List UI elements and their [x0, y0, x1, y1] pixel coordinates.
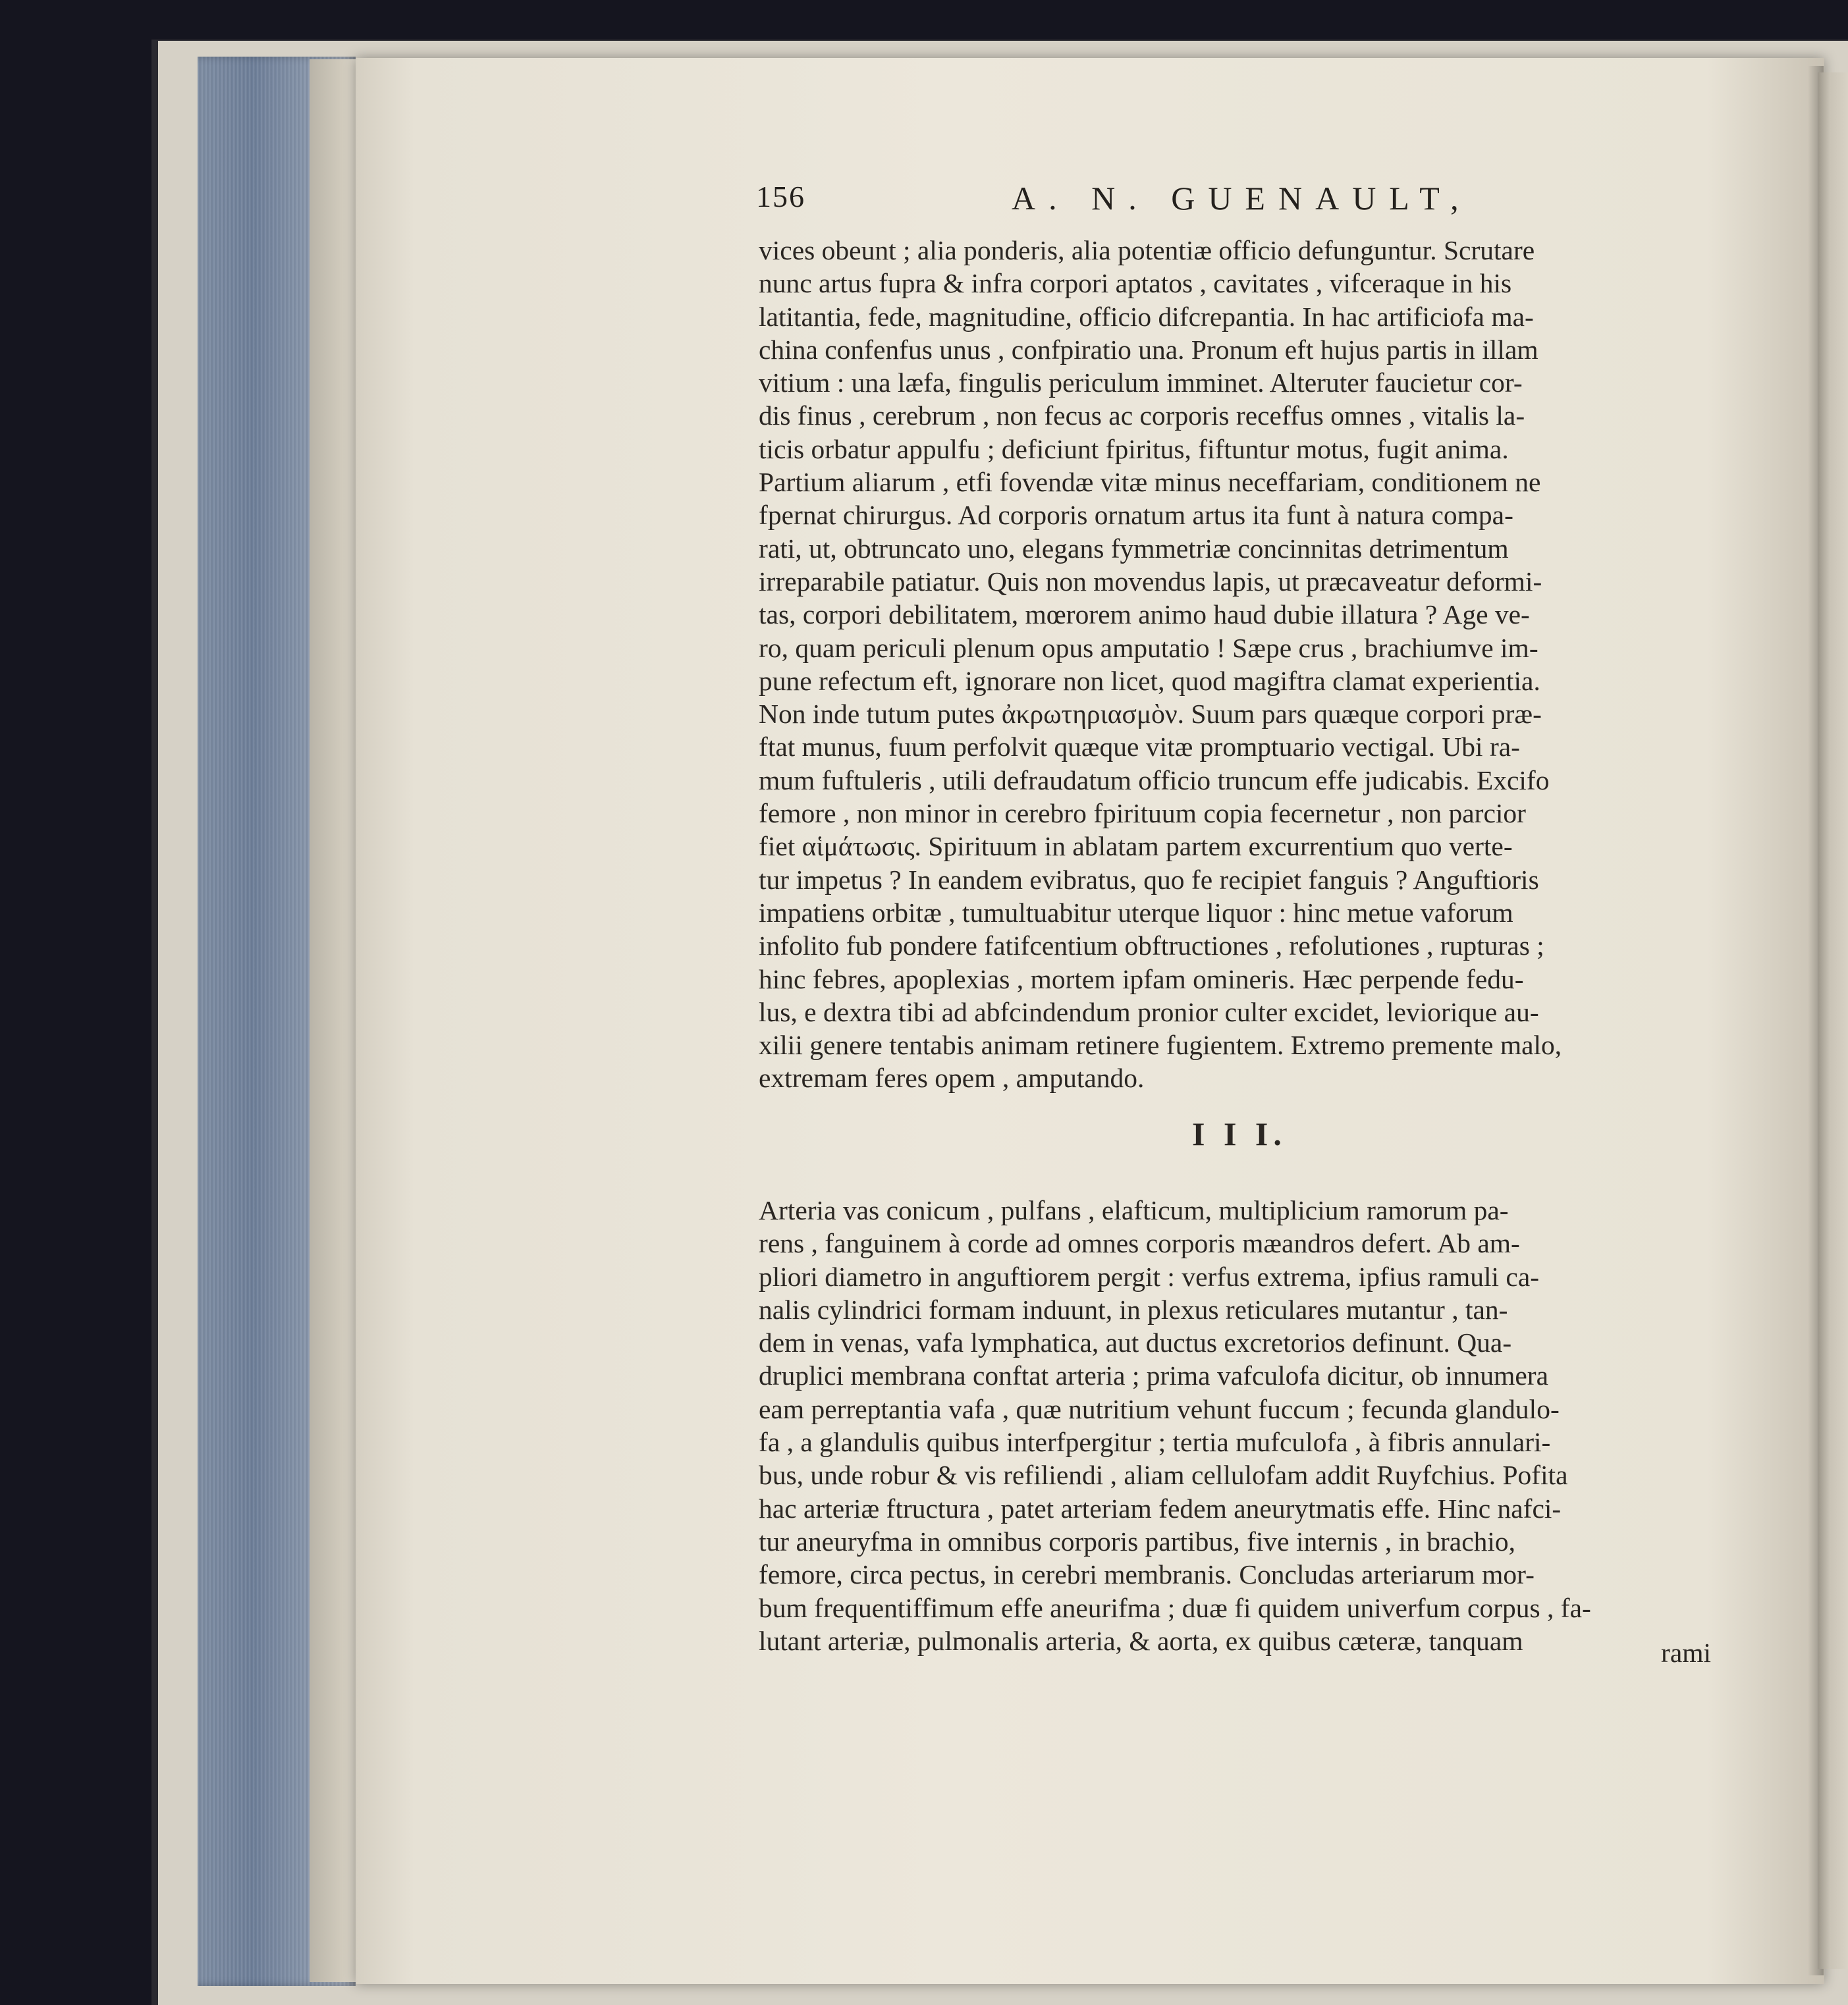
text-line: irreparabile patiatur. Quis non movendus lapis, ut præcaveatur deformi-	[759, 566, 1542, 597]
page-number: 156	[756, 180, 805, 213]
text-line: femore, circa pectus, in cerebri membranis. Concludas arteriarum mor-	[759, 1559, 1535, 1590]
text-line: hac arteriæ ftructura , patet arteriam fedem aneurytmatis effe. Hinc nafci-	[759, 1493, 1562, 1524]
text-line: Non inde tutum putes ἀκρωτηριασμὸν. Suum pars quæque corpori præ-	[759, 699, 1542, 730]
text-line: fa , a glandulis quibus interfpergitur ; tertia mufculofa , à fibris annulari-	[759, 1427, 1551, 1458]
text-line: femore , non minor in cerebro fpirituum copia fecernetur , non parcior	[759, 798, 1526, 829]
text-line: nalis cylindrici formam induunt, in plexus reticulares mutantur , tan-	[759, 1294, 1508, 1325]
text-line: lus, e dextra tibi ad abfcindendum pronior culter excidet, leviorique au-	[759, 996, 1539, 1027]
catchword: rami	[1661, 1638, 1712, 1668]
text-line: rens , fanguinem à corde ad omnes corporis mæandros defert. Ab am-	[759, 1228, 1520, 1259]
text-line: pune refectum eft, ignorare non licet, quod magiftra clamat experientia.	[759, 665, 1540, 696]
text-line: eam perreptantia vafa , quæ nutritium vehunt fuccum ; fecunda glandulo-	[759, 1393, 1560, 1424]
text-line: hinc febres, apoplexias , mortem ipfam omineris. Hæc perpende fedu-	[759, 963, 1524, 994]
text-line: bus, unde robur & vis refiliendi , aliam cellulofam addit Ruyfchius. Pofita	[759, 1460, 1568, 1491]
running-head: A. N. GUENAULT,	[1012, 180, 1472, 217]
text-line: rati, ut, obtruncato uno, elegans fymmetriæ concinnitas detrimentum	[759, 533, 1509, 564]
text-line: vitium : una læfa, fingulis periculum imminet. Alteruter faucietur cor-	[759, 367, 1523, 398]
text-line: dem in venas, vafa lymphatica, aut ductus excretorios definunt. Qua-	[759, 1327, 1512, 1358]
text-line: pliori diametro in anguftiorem pergit : verfus extrema, ipfius ramuli ca-	[759, 1261, 1540, 1292]
text-line: ticis orbatur appulfu ; deficiunt fpiritus, fiftuntur motus, fugit anima.	[759, 433, 1509, 464]
text-line: nunc artus fupra & infra corpori aptatos , cavitates , vifceraque in his	[759, 268, 1512, 299]
text-line: vices obeunt ; alia ponderis, alia potentiæ officio defunguntur. Scrutare	[759, 235, 1535, 265]
text-line: extremam feres opem , amputando.	[759, 1063, 1145, 1094]
text-line: druplici membrana conftat arteria ; prima vafculofa dicitur, ob innumera	[759, 1360, 1549, 1391]
text-line: dis finus , cerebrum , non fecus ac corporis receffus omnes , vitalis la-	[759, 400, 1525, 431]
text-line: xilii genere tentabis animam retinere fugientem. Extremo premente malo,	[759, 1030, 1562, 1061]
text-line: china confenfus unus , confpiratio una. Pronum eft hujus partis in illam	[759, 334, 1538, 365]
text-line: tas, corpori debilitatem, mœrorem animo haud dubie illatura ? Age ve-	[759, 599, 1530, 630]
text-line: lutant arteriæ, pulmonalis arteria, & aorta, ex quibus cæteræ, tanquam	[759, 1625, 1523, 1656]
text-line: ftat munus, fuum perfolvit quæque vitæ promptuario vectigal. Ubi ra-	[759, 732, 1521, 762]
text-line: Partium aliarum , etfi fovendæ vitæ minus neceffariam, conditionem ne	[759, 467, 1541, 498]
text-line: tur aneuryfma in omnibus corporis partibus, five internis , in brachio,	[759, 1526, 1516, 1557]
page-edges-inner	[310, 59, 359, 1982]
text-line: fiet αἱμάτωσις. Spirituum in ablatam partem excurrentium quo verte-	[759, 831, 1513, 862]
text-line: ro, quam periculi plenum opus amputatio ! Sæpe crus , brachiumve im-	[759, 632, 1538, 663]
text-line: bum frequentiffimum effe aneurifma ; duæ fi quidem univerfum corpus , fa-	[759, 1592, 1591, 1623]
page-header	[756, 179, 1472, 225]
section-heading: I I I.	[1192, 1115, 1287, 1152]
text-line: impatiens orbitæ , tumultuabitur uterque liquor : hinc metue vaforum	[759, 897, 1513, 928]
text-line: mum fuftuleris , utili defraudatum officio truncum effe judicabis. Excifo	[759, 764, 1550, 795]
text-line: tur impetus ? In eandem evibratus, quo fe recipiet fanguis ? Anguftioris	[759, 864, 1539, 895]
paragraph-2	[759, 1194, 1715, 1657]
text-line: infolito fub pondere fatifcentium obftructiones , refolutiones , rupturas ;	[759, 930, 1544, 961]
text-line: Arteria vas conicum , pulfans , elafticum, multiplicium ramorum pa-	[759, 1195, 1509, 1225]
paragraph-1	[759, 234, 1715, 1095]
text-line: fpernat chirurgus. Ad corporis ornatum artus ita funt à natura compa-	[759, 500, 1513, 531]
facing-page-edge	[1818, 72, 1848, 1969]
text-line: latitantia, fede, magnitudine, officio difcrepantia. In hac artificiofa ma-	[759, 301, 1534, 332]
